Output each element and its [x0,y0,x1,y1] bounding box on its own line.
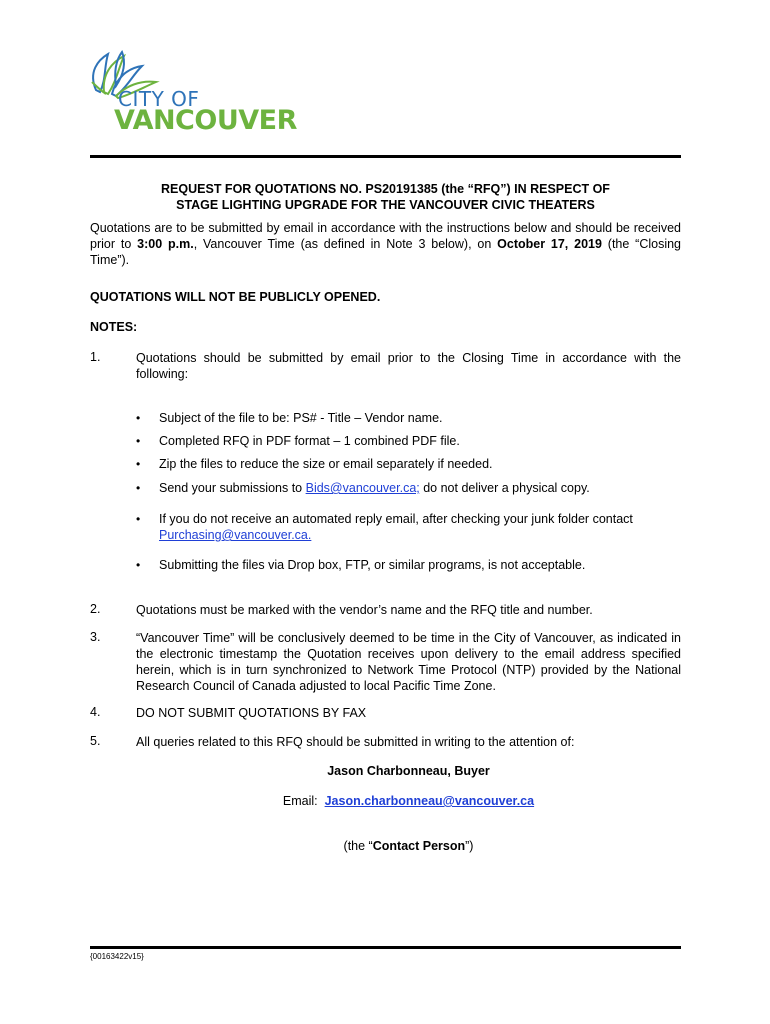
bullet-icon: • [136,411,141,425]
bullet-zip-files: Zip the files to reduce the size or email separately if needed. [159,457,493,471]
contact-name: Jason Charbonneau, Buyer [327,764,490,778]
intro-paragraph [90,220,681,268]
not-opened-heading: QUOTATIONS WILL NOT BE PUBLICLY OPENED. [90,290,381,304]
bullet-icon: • [136,481,141,495]
bullet-send-suffix: do not deliver a physical copy. [419,481,590,495]
note-3-text: “Vancouver Time” will be conclusively deemed to be time in the City of Vancouver, as indicated in the electronic timestamp the Quotation receives upon delivery to the email address specified herein, which is in turn synchronized to Network Time Protocol (NTP) provided by the National Research Council of Canada adjusted to local Pacific Time Zone. [136,631,681,693]
document-title [90,181,681,213]
notes-heading: NOTES: [90,320,138,334]
bullet-icon: • [136,434,141,448]
bullet-drop-box: Submitting the files via Drop box, FTP, or similar programs, is not acceptable. [159,558,586,572]
contact-email-label: Email: [282,794,318,808]
intro-part-2: , Vancouver Time (as defined in Note 3 below), on [193,237,498,251]
contact-person-line [136,839,681,853]
logo-city-of-text: CITY OF [118,87,200,111]
contact-email-link[interactable]: Jason.charbonneau@vancouver.ca [324,794,535,808]
closing-time-value: 3:00 p.m. [137,237,194,251]
title-line-1: REQUEST FOR QUOTATIONS NO. PS20191385 (the “RFQ”) IN RESPECT OF [161,182,610,196]
note-4-text: DO NOT SUBMIT QUOTATIONS BY FAX [136,706,367,720]
contact-the-open: (the “ [343,839,373,853]
intro-part-3: (the “Closing Time”). [90,237,682,267]
purchasing-email-link[interactable]: Purchasing@vancouver.ca. [159,528,312,542]
bullet-icon: • [136,512,141,526]
bullet-send-prefix: Send your submissions to [159,481,306,495]
bullet-pdf-format: Completed RFQ in PDF format – 1 combined PDF file. [159,434,460,448]
bullet-subject: Subject of the file to be: PS# - Title – Vendor name. [159,411,443,425]
contact-person-label: Contact Person [372,839,466,853]
note-2-text: Quotations must be marked with the vendor’s name and the RFQ title and number. [136,603,593,617]
note-4-number: 4. [90,705,101,719]
bullet-icon: • [136,457,141,471]
city-of-vancouver-logo [86,42,297,142]
note-3-number: 3. [90,630,101,644]
note-1-text: Quotations should be submitted by email prior to the Closing Time in accordance with the following: [136,351,681,381]
bullet-icon: • [136,558,141,572]
contact-email-line [136,794,681,808]
bullet-automated-reply-text: If you do not receive an automated reply email, after checking your junk folder contact [159,512,633,526]
bids-email-link[interactable]: Bids@vancouver.ca; [305,481,420,495]
intro-part-1: Quotations are to be submitted by email in accordance with the instructions below and should be received prior to [90,221,681,251]
top-rule [90,155,681,158]
note-2-number: 2. [90,602,101,616]
note-5-text: All queries related to this RFQ should be submitted in writing to the attention of: [136,735,575,749]
logo-vancouver-text: VANCOUVER [114,105,297,136]
contact-the-close: ”) [465,839,474,853]
bullet-automated-reply [159,511,679,543]
note-5-number: 5. [90,734,101,748]
bullet-send-submissions [159,480,679,496]
closing-date-value: October 17, 2019 [497,237,602,251]
document-code: {00163422v15} [90,952,144,961]
bottom-rule [90,946,681,949]
title-line-2: STAGE LIGHTING UPGRADE FOR THE VANCOUVER CIVIC THEATERS [176,198,595,212]
note-1-number: 1. [90,350,101,364]
